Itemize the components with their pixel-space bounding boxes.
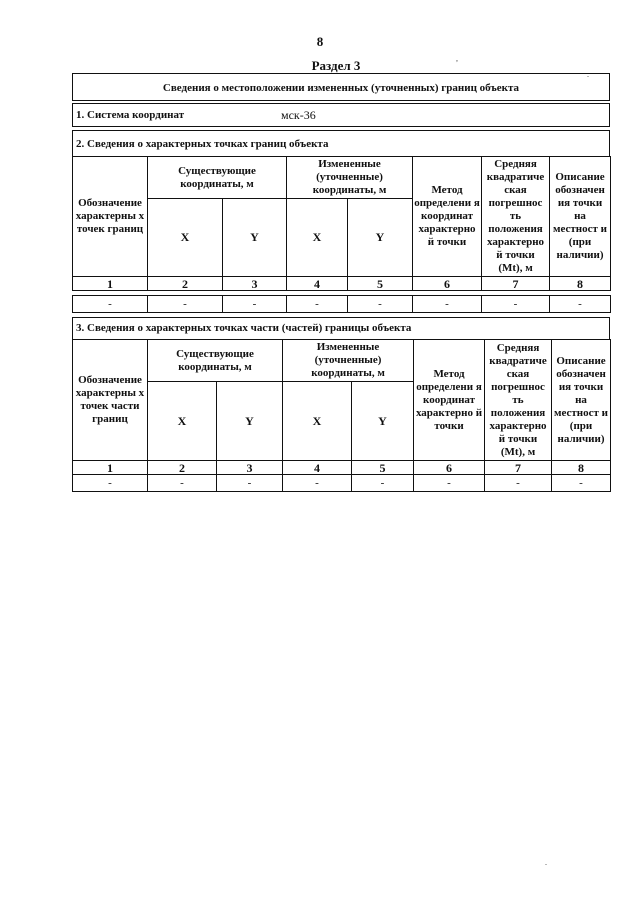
table1-title: 2. Сведения о характерных точках границ объекта [72, 130, 610, 156]
table2-header-y-changed: Y [352, 382, 414, 461]
table1-header-error: Средняя квадратиче ская погрешнос ть положения характерно й точки (Mt), м [482, 157, 550, 277]
table2-header-method: Метод определени я координат характерно й точки [414, 340, 485, 461]
table2-cell: - [148, 475, 217, 492]
table1-header-description: Описание обозначен ия точки на местност и (при наличии) [550, 157, 611, 277]
table2-header-y-existing: Y [217, 382, 283, 461]
table1-number-row [73, 277, 611, 291]
table2-col-number: 2 [148, 461, 217, 475]
table1-col-number: 6 [413, 277, 482, 291]
table-row [73, 475, 611, 492]
table2-header-designation: Обозначение характерны х точек части границ [73, 340, 148, 461]
table2-cell: - [73, 475, 148, 492]
table1-col-number: 8 [550, 277, 611, 291]
table2-cell: - [283, 475, 352, 492]
table2-cell: - [485, 475, 552, 492]
table1-header-x-existing: X [148, 199, 223, 277]
table1-data [72, 295, 611, 313]
table2-cell: - [352, 475, 414, 492]
table1-col-number: 5 [348, 277, 413, 291]
table1-cell: - [223, 296, 287, 313]
coordinate-system-row [72, 103, 610, 127]
table1-cell: - [148, 296, 223, 313]
table1-cell: - [482, 296, 550, 313]
table1-cell: - [413, 296, 482, 313]
table1-col-number: 1 [73, 277, 148, 291]
table1-col-number: 3 [223, 277, 287, 291]
table2 [72, 339, 611, 492]
table2-col-number: 7 [485, 461, 552, 475]
coordinate-system-value: мск-36 [281, 108, 316, 122]
table2-cell: - [217, 475, 283, 492]
table1-header-existing: Существующие координаты, м [148, 157, 287, 199]
table1-header-designation: Обозначение характерны х точек границ [73, 157, 148, 277]
table1-col-number: 2 [148, 277, 223, 291]
table1-col-number: 7 [482, 277, 550, 291]
table2-header-existing: Существующие координаты, м [148, 340, 283, 382]
table2-cell: - [414, 475, 485, 492]
table1-col-number: 4 [287, 277, 348, 291]
table1 [72, 156, 611, 291]
table2-number-row [73, 461, 611, 475]
table1-header-changed: Измененные (уточненные) координаты, м [287, 157, 413, 199]
table1-header-x-changed: X [287, 199, 348, 277]
table2-header-description: Описание обозначен ия точки на местност и (при наличии) [552, 340, 611, 461]
table2-header-x-existing: X [148, 382, 217, 461]
block-title: Сведения о местоположении измененных (уточненных) границ объекта [72, 73, 610, 101]
table2-col-number: 5 [352, 461, 414, 475]
table2-header-x-changed: X [283, 382, 352, 461]
table2-col-number: 8 [552, 461, 611, 475]
table1-cell: - [287, 296, 348, 313]
table2-header-changed: Измененные (уточненные) координаты, м [283, 340, 414, 382]
table2-col-number: 3 [217, 461, 283, 475]
coordinate-system-label: 1. Система координат [76, 109, 185, 121]
document-frame [72, 73, 610, 492]
table1-cell: - [73, 296, 148, 313]
table2-col-number: 6 [414, 461, 485, 475]
table2-title: 3. Сведения о характерных точках части (частей) границы объекта [72, 317, 610, 339]
table2-col-number: 4 [283, 461, 352, 475]
table2-col-number: 1 [73, 461, 148, 475]
section-title: Раздел 3 [311, 58, 361, 73]
table1-cell: - [550, 296, 611, 313]
page-number: 8 [316, 34, 324, 49]
table1-header-method: Метод определени я координат характерно й точки [413, 157, 482, 277]
table2-header-error: Средняя квадратиче ская погрешнос ть положения характерно й точки (Mt), м [485, 340, 552, 461]
table1-header-y-changed: Y [348, 199, 413, 277]
table1-header-y-existing: Y [223, 199, 287, 277]
scan-speck: . [545, 858, 547, 867]
table2-cell: - [552, 475, 611, 492]
scan-speck: . [587, 70, 589, 79]
table1-cell: - [348, 296, 413, 313]
scan-speck: , [456, 54, 458, 63]
table-row [73, 296, 611, 313]
